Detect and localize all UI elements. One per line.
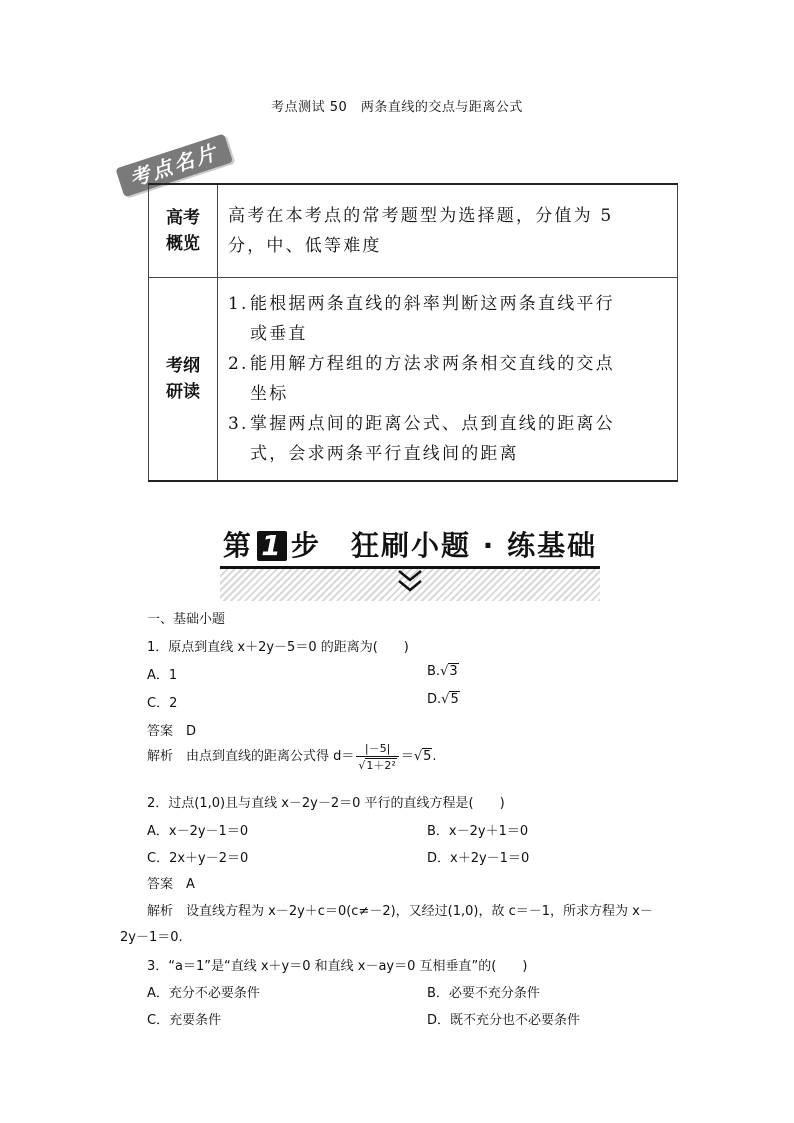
step-banner-title [220,524,600,564]
double-chevron-down-icon [396,568,424,594]
analysis-text: 解析 由点到直线的距离公式得 d＝ [147,749,355,764]
item-number: 3. [228,413,249,434]
question-2-stem: 2．过点(1,0)且与直线 x－2y－2＝0 平行的直线方程是( ) [147,796,505,811]
item-text [250,409,671,469]
item-number: 1. [228,293,249,314]
radicand: 3 [449,664,458,679]
overview-table [148,183,678,482]
topic-card-badge: 考点名片 [115,134,233,198]
summary-line: 高考在本考点的常考题型为选择题，分值为 5 [228,205,614,226]
item-line: 能用解方程组的方法求两条相交直线的交点 [250,353,615,374]
syllabus-item [228,349,671,409]
banner-prefix: 第 [222,529,253,562]
question-2-option-a: A．x－2y－1＝0 [147,824,249,839]
question-3-option-d: D．既不充分也不必要条件 [427,1013,581,1028]
overview-summary-text [218,184,678,277]
item-number: 2. [228,353,249,374]
label-line: 考纲 [166,355,200,376]
item-text [250,289,671,349]
label-line: 高考 [166,207,200,228]
label-line: 研读 [166,381,200,402]
distance-fraction [356,740,398,773]
radicand: 1＋2² [366,759,396,772]
question-2-answer: 答案 A [147,877,195,892]
question-1-option-b: B.√3 [427,664,458,679]
question-1-answer: 答案 D [147,724,197,739]
item-line: 式，会求两条平行直线间的距离 [250,443,519,464]
summary-line: 分，中、低等难度 [228,235,382,256]
overview-label-summary [149,184,218,277]
fraction-numerator: |－5| [356,740,398,757]
question-2-option-d: D．x＋2y－1＝0 [427,851,530,866]
section-heading: 一、基础小题 [147,612,226,627]
question-1-option-c: C．2 [147,696,178,711]
question-2-analysis-line-2: 2y－1＝0. [120,930,183,945]
syllabus-item [228,289,671,349]
question-3-stem: 3．“a＝1”是“直线 x＋y＝0 和直线 x－ay＝0 互相垂直”的( ) [147,959,528,974]
question-2-option-b: B．x－2y＋1＝0 [427,824,529,839]
fraction-denominator: √1＋2² [358,759,396,772]
step-banner [220,524,600,598]
overview-row-summary [149,184,678,277]
question-1-option-a: A．1 [147,668,178,683]
question-2-analysis-line-1: 解析 设直线方程为 x－2y＋c＝0(c≠－2)，又经过(1,0)，故 c＝－1，所求方程为 x－ [147,904,653,919]
option-label: D. [427,692,442,707]
item-line: 能根据两条直线的斜率判断这两条直线平行 [250,293,615,314]
question-2-option-c: C．2x＋y－2＝0 [147,851,249,866]
overview-label-syllabus [149,277,218,481]
question-3-option-c: C．充要条件 [147,1013,222,1028]
banner-suffix: 步 狂刷小题 · 练基础 [290,529,598,562]
overview-syllabus-list [218,277,678,481]
step-number: 1 [257,531,287,561]
radicand: 5 [423,749,432,764]
overview-row-syllabus [149,277,678,481]
option-label: B. [427,664,441,679]
question-1-stem: 1．原点到直线 x＋2y－5＝0 的距离为( ) [147,640,409,655]
page-title: 考点测试 50 两条直线的交点与距离公式 [271,100,523,115]
analysis-end: . [432,749,437,764]
question-3-option-a: A．充分不必要条件 [147,986,260,1001]
item-line: 坐标 [250,383,289,404]
item-text [250,349,671,409]
label-line: 概览 [166,233,200,254]
item-line: 或垂直 [250,323,308,344]
radicand: 5 [450,692,459,707]
syllabus-item [228,409,671,469]
question-1-option-d: D.√5 [427,692,459,707]
question-3-option-b: B．必要不充分条件 [427,986,540,1001]
item-line: 掌握两点间的距离公式、点到直线的距离公 [250,413,615,434]
question-1-analysis: 解析 由点到直线的距离公式得 d＝ $\frac{|-5|}{\text{√1＋2²}}$ ＝√5. [147,742,437,772]
